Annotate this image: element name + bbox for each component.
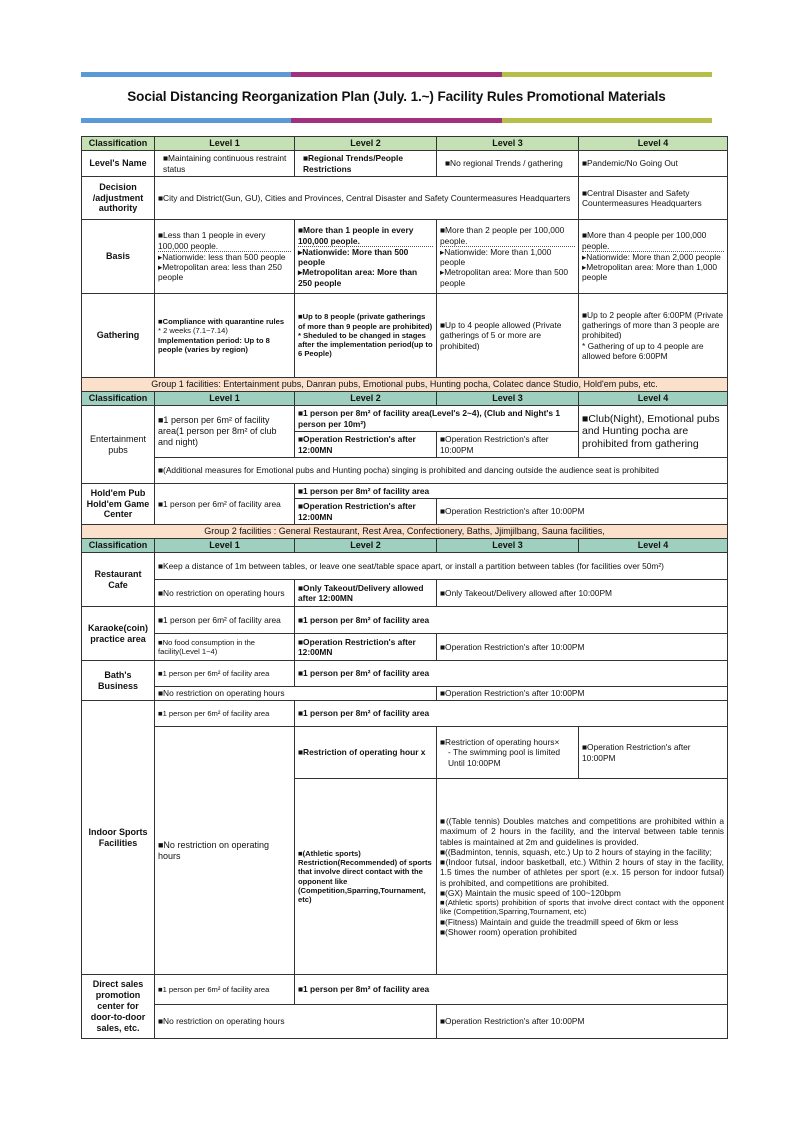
row-label-gathering: Gathering [82, 294, 155, 378]
cell-levels-2-4: ■1 person per 8m² of facility area [295, 484, 728, 499]
cell-level-1: ■1 person per 6m² of facility area [155, 484, 295, 525]
cell-level-1 [155, 220, 295, 294]
gathering-text: * Gathering of up to 4 people are allowed before 6:00PM [582, 340, 704, 361]
cell-level-4 [579, 294, 728, 378]
basis-text: ▸Metropolitan area: More than 1,000 people [582, 262, 718, 283]
basis-text: ▸Metropolitan area: less than 250 people [158, 262, 282, 283]
table-row [82, 661, 728, 687]
sports-rule: ■(Athletic sports) prohibition of sports that involve direct contact with the opponent like (Competition,Sparring,Tournament, etc) [440, 898, 724, 917]
sports-text: - The swimming pool is limited Until 10:00PM [448, 747, 561, 768]
cell-level-1: ■1 person per 6m² of facility area [155, 975, 295, 1005]
table-row [82, 580, 728, 607]
gathering-text: * 2 weeks (7.1~7.14) [158, 326, 228, 336]
cell-additional-measures: ■(Additional measures for Emotional pubs and Hunting pocha) singing is prohibited and dancing outside the audience seat is prohibited [155, 458, 728, 484]
cell-level-2: ■(Athletic sports) Restriction(Recommended) of sports that involve direct contact with the opponent like (Competition,Sparring,Tournament, etc) [295, 779, 437, 975]
row-label-decision: Decision /adjustment authority [82, 177, 155, 220]
basis-text: ▸Nationwide: More than 2,000 people [582, 251, 721, 262]
cell-level-3: ■No regional Trends / gathering [437, 151, 579, 177]
header-level-2: Level 2 [295, 539, 437, 553]
table-row [82, 484, 728, 499]
row-label-direct-sales: Direct sales promotion center for door-to-door sales, etc. [82, 975, 155, 1039]
basis-text: ■More than 1 people in every 100,000 people. [298, 225, 433, 247]
group-1-title: Group 1 facilities: Entertainment pubs, Danran pubs, Emotional pubs, Hunting pocha, Colatec dance Studio, Hold'em pubs, etc. [82, 378, 728, 392]
table-row [82, 975, 728, 1005]
row-label-entertainment: Entertainment pubs [82, 406, 155, 484]
sports-rule: ■(Indoor futsal, indoor basketball, etc.) Within 2 hours of stay in the facility, 1.5 times the number of athletes per sport (e.x. 15 person for indoor futsal) is prohibited, and competitions are prohibited. [440, 857, 724, 888]
cell-levels-1-4: ■Keep a distance of 1m between tables, or leave one seat/table space apart, or install a partition between tables (for facilities over 50m²) [155, 553, 728, 580]
basis-text: ■More than 4 people per 100,000 people. [582, 230, 724, 252]
cell-level-2: ■Operation Restriction's after 12:00MN [295, 634, 437, 661]
cell-level-2: ■Operation Restriction's after 12:00MN [295, 432, 437, 458]
gathering-text: ■Compliance with quarantine rules [158, 317, 285, 326]
gathering-text: * Sheduled to be changed in stages after the implementation period(up to 6 People) [298, 330, 433, 359]
table-row [82, 1005, 728, 1039]
row-label-basis: Basis [82, 220, 155, 294]
basis-text: ▸Nationwide: less than 500 people [158, 251, 286, 262]
basis-text: ■Less than 1 people in every 100,000 people. [158, 230, 291, 252]
cell-level-2: ■Operation Restriction's after 12:00MN [295, 499, 437, 525]
table-row [82, 701, 728, 727]
cell-level-1: ■Maintaining continuous restraint status [155, 151, 295, 177]
gathering-text: ■Up to 2 people after 6:00PM (Private gatherings of more than 3 people are prohibited) [582, 309, 723, 341]
facility-rules-table [81, 136, 728, 1039]
cell-levels-2-4: ■1 person per 8m² of facility area [295, 607, 728, 634]
header-level-3: Level 3 [437, 137, 579, 151]
row-label-restaurant: Restaurant Cafe [82, 553, 155, 607]
cell-levels-3-4: ■Operation Restriction's after 10:00PM [437, 634, 728, 661]
basis-text: ▸Metropolitan area: More than 500 people [440, 267, 569, 288]
cell-level-3 [437, 220, 579, 294]
table-row [82, 220, 728, 294]
sports-rule: ■((Badminton, tennis, squash, etc.) Up to 2 hours of staying in the facility; [440, 846, 712, 857]
header-level-1: Level 1 [155, 539, 295, 553]
header-classification: Classification [82, 137, 155, 151]
basis-text: ■More than 2 people per 100,000 people. [440, 225, 575, 247]
table-row [82, 406, 728, 432]
table-row [82, 607, 728, 634]
cell-level-2 [295, 220, 437, 294]
cell-level-1: ■No food consumption in the facility(Level 1~4) [155, 634, 295, 661]
cell-level-2: ■Regional Trends/People Restrictions [295, 151, 437, 177]
page-title: Social Distancing Reorganization Plan (July. 1.~) Facility Rules Promotional Materials [127, 89, 666, 104]
group-1-banner [82, 378, 728, 392]
cell-level-2: ■Restriction of operating hour x [295, 727, 437, 779]
cell-levels-1-3: ■City and District(Gun, GU), Cities and Provinces, Central Disaster and Safety Countermeasures Headquarters [155, 177, 579, 220]
header-level-1: Level 1 [155, 137, 295, 151]
table-header-row [82, 539, 728, 553]
cell-level-1: ■1 person per 6m² of facility area [155, 661, 295, 687]
table-row [82, 553, 728, 580]
sports-rule: ■(GX) Maintain the music speed of 100~120bpm [440, 887, 621, 898]
gathering-text: Implementation period: Up to 8 people (varies by region) [158, 335, 270, 354]
row-label-levels-name: Level's Name [82, 151, 155, 177]
cell-levels-2-4: ■1 person per 8m² of facility area [295, 661, 728, 687]
cell-level-2: ■Only Takeout/Delivery allowed after 12:00MN [295, 580, 437, 607]
sports-rule: ■((Table tennis) Doubles matches and competitions are prohibited within a maximum of 2 hours in the facility, and the interval between table tennis tables is maintained at 2m and guidelines is provided. [440, 816, 724, 847]
group-2-title: Group 2 facilities : General Restaurant, Rest Area, Confectionery, Baths, Jjimjilbang, Sauna facilities, [82, 525, 728, 539]
cell-level-1: ■No restriction on operating hours [155, 727, 295, 975]
cell-level-2 [295, 294, 437, 378]
cell-level-4: ■Club(Night), Emotional pubs and Hunting pocha are prohibited from gathering [579, 406, 728, 458]
cell-level-3: ■Up to 4 people allowed (Private gatherings of 5 or more are prohibited) [437, 294, 579, 378]
row-label-holdem: Hold'em Pub Hold'em Game Center [82, 484, 155, 525]
cell-levels-3-4: ■Operation Restriction's after 10:00PM [437, 499, 728, 525]
cell-level-1: ■1 person per 6m² of facility area [155, 607, 295, 634]
cell-level-4: ■Central Disaster and Safety Countermeasures Headquarters [579, 177, 728, 220]
header-level-4: Level 4 [579, 392, 728, 406]
cell-level-1: ■1 person per 6m² of facility area [155, 701, 295, 727]
cell-level-1 [155, 294, 295, 378]
table-row [82, 458, 728, 484]
table-row [82, 177, 728, 220]
sports-rule: ■(Fitness) Maintain and guide the treadmill speed of 6km or less [440, 916, 679, 927]
cell-levels-1-2: ■No restriction on operating hours [155, 1005, 437, 1039]
bottom-color-bar [81, 118, 712, 123]
cell-levels-3-4 [437, 779, 728, 975]
header-level-3: Level 3 [437, 539, 579, 553]
table-header-row [82, 392, 728, 406]
header-level-1: Level 1 [155, 392, 295, 406]
gathering-text: ■Up to 8 people (private gatherings of more than 9 people are prohibited) [298, 312, 433, 331]
cell-level-3: ■Operation Restriction's after 10:00PM [437, 432, 579, 458]
cell-level-4 [579, 220, 728, 294]
cell-level-4: ■Operation Restriction's after 10:00PM [579, 727, 728, 779]
top-color-bar [81, 72, 712, 77]
table-row [82, 294, 728, 378]
cell-levels-3-4: ■Operation Restriction's after 10:00PM [437, 1005, 728, 1039]
header-level-2: Level 2 [295, 392, 437, 406]
table-row [82, 727, 728, 779]
header-level-4: Level 4 [579, 539, 728, 553]
row-label-karaoke: Karaoke(coin) practice area [82, 607, 155, 661]
cell-levels-1-2: ■No restriction on operating hours [155, 687, 437, 701]
basis-text: ▸Nationwide: More than 1,000 people [440, 246, 552, 267]
cell-level-3 [437, 727, 579, 779]
sports-text: ■Restriction of operating hours× [440, 737, 560, 748]
cell-levels-3-4: ■Operation Restriction's after 10:00PM [437, 687, 728, 701]
basis-text: ▸Metropolitan area: More than 250 people [298, 267, 418, 288]
cell-level-1: ■No restriction on operating hours [155, 580, 295, 607]
basis-text: ▸Nationwide: More than 500 people [298, 246, 409, 267]
header-classification: Classification [82, 392, 155, 406]
cell-levels-2-4: ■1 person per 8m² of facility area [295, 975, 728, 1005]
cell-level-1: ■1 person per 6m² of facility area(1 person per 8m² of club and night) [155, 406, 295, 458]
table-header-row [82, 137, 728, 151]
cell-levels-2-3: ■1 person per 8m² of facility area(Level's 2~4), (Club and Night's 1 person per 10m²) [295, 406, 579, 432]
header-level-2: Level 2 [295, 137, 437, 151]
cell-level-4: ■Pandemic/No Going Out [579, 151, 728, 177]
row-label-indoor-sports: Indoor Sports Facilities [82, 701, 155, 975]
header-level-3: Level 3 [437, 392, 579, 406]
header-classification: Classification [82, 539, 155, 553]
header-level-4: Level 4 [579, 137, 728, 151]
group-2-banner [82, 525, 728, 539]
table-row [82, 634, 728, 661]
cell-levels-2-4: ■1 person per 8m² of facility area [295, 701, 728, 727]
cell-levels-3-4: ■Only Takeout/Delivery allowed after 10:00PM [437, 580, 728, 607]
sports-rule: ■(Shower room) operation prohibited [440, 926, 577, 937]
table-row [82, 687, 728, 701]
row-label-bath: Bath's Business [82, 661, 155, 701]
table-row [82, 151, 728, 177]
